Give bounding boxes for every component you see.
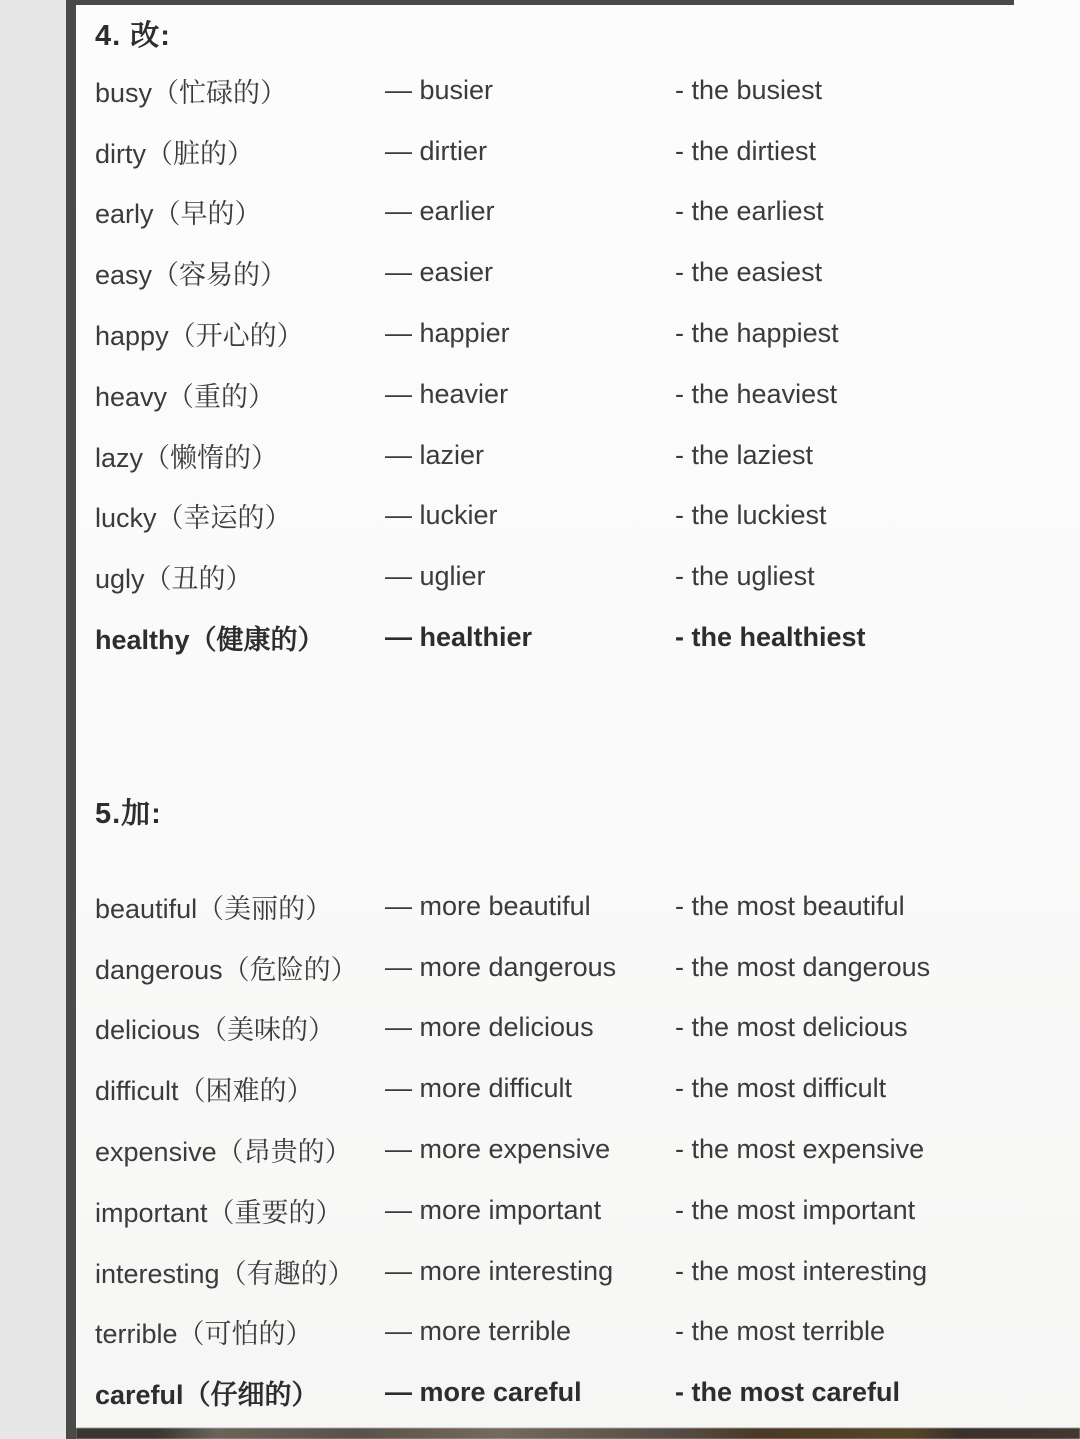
word-comparative: — more delicious bbox=[385, 1012, 594, 1043]
word-term: easy（容易的） bbox=[95, 260, 288, 291]
word-comparative: — more important bbox=[385, 1194, 602, 1225]
word-comparative: — more interesting bbox=[385, 1255, 614, 1286]
section-heading: 4. 改: bbox=[95, 20, 171, 52]
word-row bbox=[76, 1241, 1080, 1302]
word-superlative: - the earliest bbox=[675, 196, 824, 227]
word-term: expensive（昂贵的） bbox=[95, 1137, 352, 1168]
word-superlative: - the most expensive bbox=[675, 1134, 925, 1165]
word-term: happy（开心的） bbox=[95, 321, 304, 352]
word-superlative: - the busiest bbox=[675, 74, 823, 105]
word-term: ugly（丑的） bbox=[95, 564, 253, 595]
word-term: dirty（脏的） bbox=[95, 138, 255, 169]
word-superlative: - the easiest bbox=[675, 257, 823, 288]
word-comparative: — happier bbox=[385, 318, 510, 349]
word-section bbox=[76, 12, 1080, 668]
word-row bbox=[76, 607, 1080, 668]
word-row bbox=[76, 998, 1080, 1059]
word-row bbox=[76, 303, 1080, 364]
word-row bbox=[76, 1302, 1080, 1363]
section-rows bbox=[76, 876, 1080, 1423]
word-section bbox=[76, 790, 1080, 1423]
word-row bbox=[76, 1058, 1080, 1119]
word-superlative: - the happiest bbox=[675, 318, 839, 349]
word-list bbox=[76, 0, 1080, 1423]
word-comparative: — more careful bbox=[385, 1377, 582, 1408]
word-superlative: - the ugliest bbox=[675, 561, 815, 592]
word-term: difficult（困难的） bbox=[95, 1076, 314, 1107]
word-term: busy（忙碌的） bbox=[95, 77, 288, 108]
word-term: heavy（重的） bbox=[95, 381, 276, 412]
word-superlative: - the healthiest bbox=[675, 622, 866, 653]
word-row bbox=[76, 937, 1080, 998]
word-superlative: - the most dangerous bbox=[675, 951, 931, 982]
word-term: delicious（美味的） bbox=[95, 1015, 336, 1046]
word-superlative: - the laziest bbox=[675, 439, 814, 470]
word-row bbox=[76, 242, 1080, 303]
word-row bbox=[76, 546, 1080, 607]
word-comparative: — more beautiful bbox=[385, 890, 591, 921]
section-heading: 5.加: bbox=[95, 797, 162, 830]
word-row bbox=[76, 364, 1080, 425]
word-row bbox=[76, 1362, 1080, 1423]
word-superlative: - the dirtiest bbox=[675, 135, 817, 166]
word-row bbox=[76, 60, 1080, 121]
word-term: terrible（可怕的） bbox=[95, 1319, 313, 1350]
word-comparative: — earlier bbox=[385, 196, 495, 227]
word-row bbox=[76, 182, 1080, 243]
word-superlative: - the luckiest bbox=[675, 500, 827, 531]
word-comparative: — more dangerous bbox=[385, 951, 617, 982]
word-comparative: — lazier bbox=[385, 439, 485, 470]
word-term: lucky（幸运的） bbox=[95, 503, 292, 534]
word-superlative: - the heaviest bbox=[675, 378, 838, 409]
word-superlative: - the most interesting bbox=[675, 1255, 928, 1286]
word-comparative: — more terrible bbox=[385, 1316, 572, 1347]
word-row bbox=[76, 1180, 1080, 1241]
word-comparative: — more difficult bbox=[385, 1073, 573, 1104]
word-comparative: — easier bbox=[385, 257, 494, 288]
word-superlative: - the most delicious bbox=[675, 1012, 908, 1043]
word-superlative: - the most terrible bbox=[675, 1316, 886, 1347]
word-comparative: — uglier bbox=[385, 561, 486, 592]
word-row bbox=[76, 425, 1080, 486]
word-comparative: — luckier bbox=[385, 500, 498, 531]
word-term: interesting（有趣的） bbox=[95, 1258, 355, 1289]
word-row bbox=[76, 486, 1080, 547]
page-top-border bbox=[66, 0, 1014, 5]
word-superlative: - the most beautiful bbox=[675, 890, 905, 921]
bottom-cropped-strip bbox=[76, 1428, 1080, 1439]
word-term: lazy（懒惰的） bbox=[95, 442, 279, 473]
document-page bbox=[66, 0, 1080, 1439]
word-comparative: — dirtier bbox=[385, 135, 488, 166]
word-term: important（重要的） bbox=[95, 1197, 343, 1228]
word-comparative: — healthier bbox=[385, 622, 533, 653]
word-term: early（早的） bbox=[95, 199, 262, 230]
word-row bbox=[76, 876, 1080, 937]
word-superlative: - the most careful bbox=[675, 1377, 901, 1408]
word-term: careful（仔细的） bbox=[95, 1380, 319, 1411]
word-superlative: - the most difficult bbox=[675, 1073, 887, 1104]
section-rows bbox=[76, 60, 1080, 668]
word-comparative: — more expensive bbox=[385, 1134, 611, 1165]
word-comparative: — busier bbox=[385, 74, 494, 105]
word-comparative: — heavier bbox=[385, 378, 509, 409]
word-term: beautiful（美丽的） bbox=[95, 893, 333, 924]
word-term: dangerous（危险的） bbox=[95, 954, 358, 985]
word-row bbox=[76, 121, 1080, 182]
word-superlative: - the most important bbox=[675, 1194, 916, 1225]
word-term: healthy（健康的） bbox=[95, 625, 325, 656]
word-row bbox=[76, 1119, 1080, 1180]
